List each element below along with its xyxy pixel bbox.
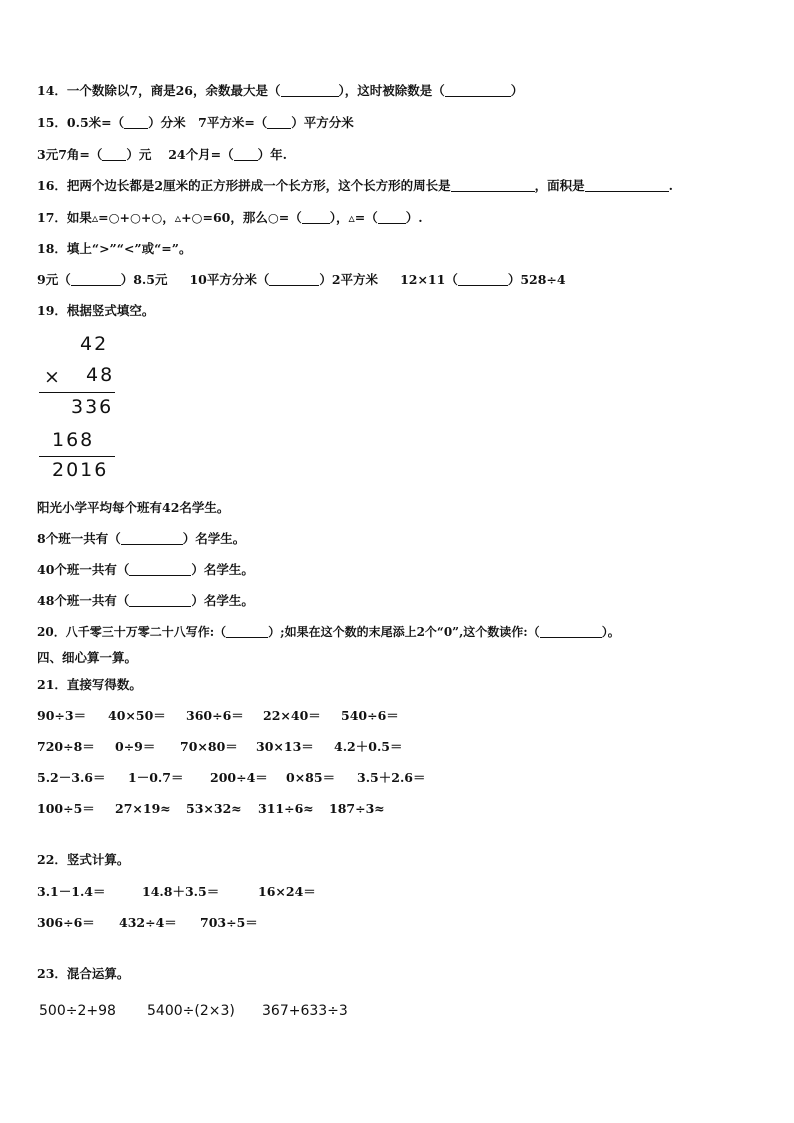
calc-item: 53×32≈ <box>186 801 242 816</box>
calc-item: 720÷8＝ <box>37 739 95 754</box>
calc-item: 200÷4＝ <box>210 770 268 785</box>
calc-item: 306÷6＝ <box>37 915 95 930</box>
question-19-title: 19．根据竖式填空。 <box>37 303 155 318</box>
calc-item: 432÷4＝ <box>119 915 177 930</box>
answer-blank[interactable] <box>458 273 508 286</box>
vertical-multiplicand: 42 <box>80 333 109 355</box>
question-20: 20．八千零三十万零二十八写作:（ ）;如果在这个数的末尾添上2个“0”,这个数读作:（ ）。 <box>37 625 620 639</box>
calc-item: 40×50＝ <box>108 708 166 723</box>
question-19-item-3: 48个班一共有（ ）名学生。 <box>37 593 254 608</box>
calc-item: 90÷3＝ <box>37 708 87 723</box>
calc-item: 311÷6≈ <box>258 801 314 816</box>
calc-item: 703÷5＝ <box>200 915 258 930</box>
question-15-line-1: 15．0.5米=（ ）分米 7平方米=（ ）平方分米 <box>37 115 354 130</box>
vertical-multiplier: 48 <box>86 364 115 386</box>
answer-blank[interactable] <box>451 179 535 192</box>
calc-item: 0×85＝ <box>286 770 336 785</box>
question-19-item-1: 8个班一共有（ ）名学生。 <box>37 531 246 546</box>
multiply-sign: × <box>44 366 62 388</box>
calc-item: 27×19≈ <box>115 801 171 816</box>
calc-item: 1－0.7＝ <box>128 770 184 785</box>
vertical-result: 2016 <box>52 459 109 481</box>
answer-blank[interactable] <box>267 116 291 129</box>
answer-blank[interactable] <box>281 84 339 97</box>
mixed-expression: 500÷2+98 <box>39 1003 116 1019</box>
vertical-partial-product-1: 336 <box>71 396 114 418</box>
calc-item: 4.2＋0.5＝ <box>334 739 403 754</box>
answer-blank[interactable] <box>71 273 121 286</box>
calc-item: 360÷6＝ <box>186 708 244 723</box>
question-16: 16．把两个边长都是2厘米的正方形拼成一个长方形，这个长方形的周长是 ，面积是 . <box>37 178 673 193</box>
question-22-title: 22．竖式计算。 <box>37 852 130 867</box>
calc-item: 100÷5＝ <box>37 801 95 816</box>
calc-item: 16×24＝ <box>258 884 316 899</box>
answer-blank[interactable] <box>302 211 330 224</box>
answer-blank[interactable] <box>540 625 602 638</box>
vertical-rule-1 <box>39 392 115 393</box>
calc-item: 14.8＋3.5＝ <box>142 884 220 899</box>
answer-blank[interactable] <box>585 179 669 192</box>
question-21-title: 21．直接写得数。 <box>37 677 142 692</box>
calc-item: 70×80＝ <box>180 739 238 754</box>
answer-blank[interactable] <box>269 273 319 286</box>
answer-blank[interactable] <box>226 625 268 638</box>
calc-item: 187÷3≈ <box>329 801 385 816</box>
question-17: 17．如果▵=○+○+○，▵+○=60，那么○=（ ），▵=（ ）. <box>37 210 423 225</box>
calc-item: 540÷6＝ <box>341 708 399 723</box>
section-heading: 四、细心算一算。 <box>37 650 138 665</box>
answer-blank[interactable] <box>124 116 148 129</box>
calc-item: 3.5＋2.6＝ <box>357 770 426 785</box>
answer-blank[interactable] <box>129 594 191 607</box>
answer-blank[interactable] <box>445 84 511 97</box>
question-14: 14．一个数除以7，商是26，余数最大是（ ），这时被除数是（ ） <box>37 83 524 98</box>
vertical-rule-2 <box>39 456 115 457</box>
calc-item: 30×13＝ <box>256 739 314 754</box>
calc-item: 3.1－1.4＝ <box>37 884 106 899</box>
calc-item: 0÷9＝ <box>115 739 156 754</box>
answer-blank[interactable] <box>234 148 258 161</box>
answer-blank[interactable] <box>129 563 191 576</box>
calc-item: 5.2－3.6＝ <box>37 770 106 785</box>
mixed-expression: 367+633÷3 <box>262 1003 348 1019</box>
question-18-title: 18．填上“>”“<”或“=”。 <box>37 241 192 256</box>
mixed-expression: 5400÷(2×3) <box>147 1003 235 1019</box>
question-18-items: 9元（ ）8.5元 10平方分米（ ）2平方米 12×11（ ）528÷4 <box>37 272 566 287</box>
answer-blank[interactable] <box>102 148 126 161</box>
answer-blank[interactable] <box>378 211 406 224</box>
question-19-context: 阳光小学平均每个班有42名学生。 <box>37 500 230 515</box>
calc-item: 22×40＝ <box>263 708 321 723</box>
question-15-line-2: 3元7角=（ ）元 24个月=（ ）年. <box>37 147 287 162</box>
answer-blank[interactable] <box>121 532 183 545</box>
question-19-item-2: 40个班一共有（ ）名学生。 <box>37 562 254 577</box>
question-23-title: 23．混合运算。 <box>37 966 130 981</box>
vertical-partial-product-2: 168 <box>52 429 95 451</box>
